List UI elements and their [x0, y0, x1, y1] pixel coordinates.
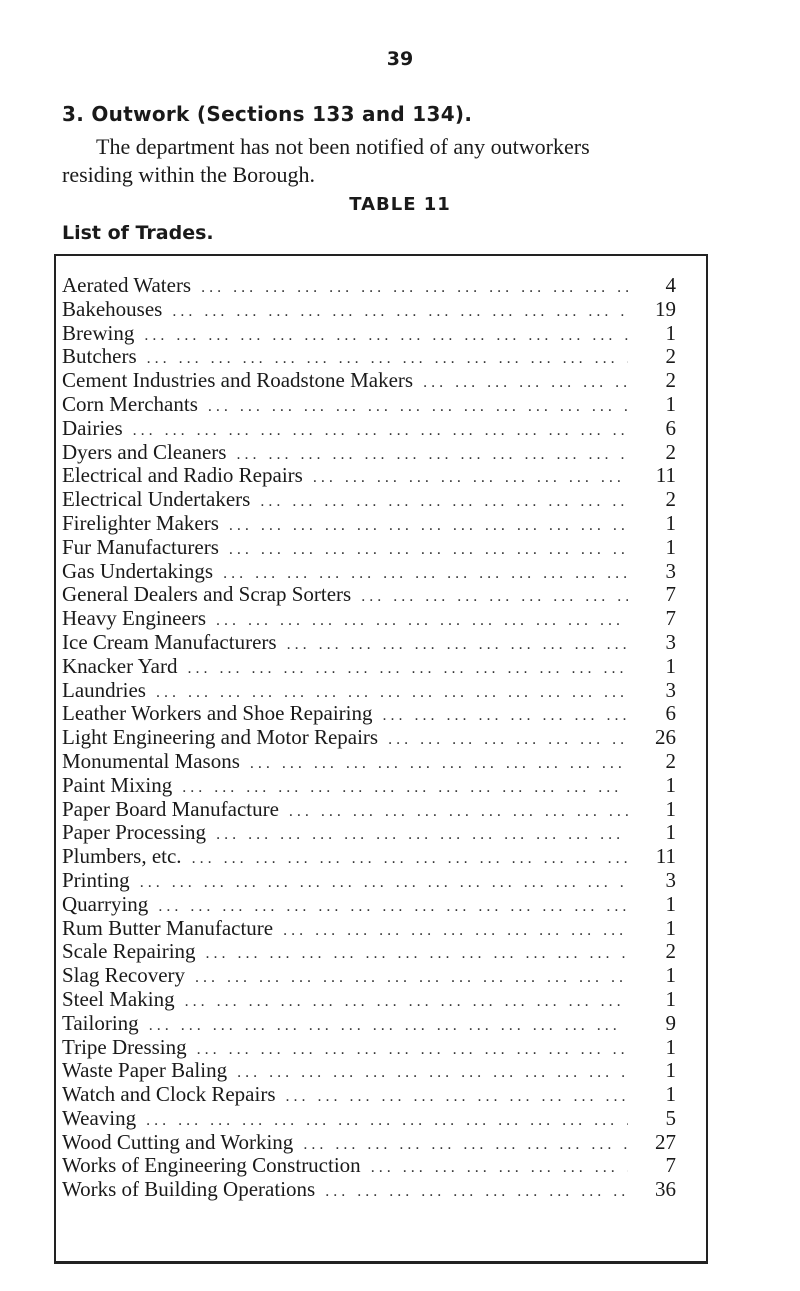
intro-line-1: The department has not been notified of any outworkers	[96, 134, 590, 159]
trade-name: Waste Paper Baling	[62, 1058, 228, 1083]
table-row	[62, 607, 676, 631]
trade-count: 1	[665, 915, 676, 940]
trade-name: Knacker Yard	[62, 653, 178, 678]
dot-leader	[313, 466, 628, 490]
trade-count: 3	[665, 867, 676, 892]
trade-count: 1	[665, 796, 676, 821]
dot-leader	[216, 823, 628, 847]
table-row	[62, 798, 676, 822]
trade-count: 1	[665, 963, 676, 988]
trade-name: Brewing	[62, 320, 135, 345]
dot-leader	[371, 1156, 628, 1180]
table-row	[62, 774, 676, 798]
trade-count: 36	[655, 1177, 676, 1202]
trade-count: 1	[665, 820, 676, 845]
intro-line-2: residing within the Borough.	[62, 162, 315, 187]
dot-leader	[229, 538, 628, 562]
table-row	[62, 583, 676, 607]
trade-count: 1	[665, 1082, 676, 1107]
table-row	[62, 536, 676, 560]
trade-count: 9	[665, 1010, 676, 1035]
section-heading: 3. Outwork (Sections 133 and 134).	[62, 102, 473, 126]
trade-count: 1	[665, 510, 676, 535]
trade-count: 1	[665, 1058, 676, 1083]
table-row	[62, 821, 676, 845]
trade-count: 2	[665, 439, 676, 464]
dot-leader	[286, 1085, 629, 1109]
trade-name: Plumbers, etc.	[62, 844, 182, 869]
trade-name: General Dealers and Scrap Sorters	[62, 582, 352, 607]
trade-name: Aerated Waters	[62, 273, 192, 297]
trade-name: Laundries	[62, 677, 146, 702]
dot-leader	[185, 990, 628, 1014]
trade-count: 2	[665, 344, 676, 369]
trade-name: Watch and Clock Repairs	[62, 1082, 276, 1107]
dot-leader	[216, 609, 628, 633]
trade-name: Printing	[62, 867, 130, 892]
table-row	[62, 441, 676, 465]
trade-count: 26	[655, 725, 676, 750]
table-row	[62, 512, 676, 536]
dot-leader	[283, 919, 628, 943]
dot-leader	[237, 1061, 628, 1085]
trade-name: Bakehouses	[62, 296, 163, 321]
table-row	[62, 417, 676, 441]
dot-leader	[195, 966, 628, 990]
dot-leader	[172, 300, 628, 324]
intro-paragraph	[62, 133, 742, 189]
trade-name: Electrical Undertakers	[62, 487, 251, 512]
trade-count: 2	[665, 487, 676, 512]
table-row	[62, 322, 676, 346]
trade-name: Cement Industries and Roadstone Makers	[62, 368, 414, 393]
trade-count: 2	[665, 939, 676, 964]
dot-leader	[287, 633, 628, 657]
dot-leader	[201, 276, 628, 300]
dot-leader	[206, 942, 628, 966]
trade-count: 27	[655, 1129, 676, 1154]
table-row	[62, 560, 676, 584]
dot-leader	[250, 752, 628, 776]
trade-name: Works of Building Operations	[62, 1177, 316, 1202]
trade-name: Weaving	[62, 1105, 137, 1130]
trade-count: 1	[665, 391, 676, 416]
table-row	[62, 1178, 676, 1202]
trade-name: Slag Recovery	[62, 963, 186, 988]
dot-leader	[158, 895, 628, 919]
trade-name: Scale Repairing	[62, 939, 196, 964]
table-row	[62, 655, 676, 679]
dot-leader	[182, 776, 628, 800]
trade-count: 2	[665, 748, 676, 773]
trade-count: 6	[665, 701, 676, 726]
trade-name: Heavy Engineers	[62, 606, 207, 631]
dot-leader	[133, 419, 628, 443]
table-row	[62, 1036, 676, 1060]
table-row	[62, 1131, 676, 1155]
trade-count: 1	[665, 534, 676, 559]
dot-leader	[149, 1014, 628, 1038]
page-number: 39	[386, 48, 414, 70]
trade-name: Tailoring	[62, 1010, 139, 1035]
table-row	[62, 726, 676, 750]
trade-name: Firelighter Makers	[62, 510, 219, 535]
trade-count: 1	[665, 986, 676, 1011]
table-row	[62, 1154, 676, 1178]
table-row	[62, 893, 676, 917]
trade-name: Wood Cutting and Working	[62, 1129, 294, 1154]
trade-name: Dairies	[62, 415, 123, 440]
trade-name: Dyers and Cleaners	[62, 439, 227, 464]
trade-name: Steel Making	[62, 986, 175, 1011]
dot-leader	[289, 800, 628, 824]
table-row	[62, 869, 676, 893]
trade-count: 3	[665, 558, 676, 583]
table-row	[62, 1107, 676, 1131]
table-subtitle: List of Trades.	[62, 222, 214, 244]
trade-name: Gas Undertakings	[62, 558, 214, 583]
trade-name: Tripe Dressing	[62, 1034, 187, 1059]
dot-leader	[144, 324, 628, 348]
trade-count: 2	[665, 368, 676, 393]
table-row	[62, 1083, 676, 1107]
table-row	[62, 274, 676, 298]
table-title: TABLE 11	[349, 194, 451, 215]
trade-count: 3	[665, 629, 676, 654]
dot-leader	[383, 704, 629, 728]
table-row	[62, 393, 676, 417]
dot-leader	[229, 514, 628, 538]
trade-name: Ice Cream Manufacturers	[62, 629, 277, 654]
trade-name: Paper Processing	[62, 820, 207, 845]
trade-name: Paint Mixing	[62, 772, 173, 797]
table-row	[62, 1012, 676, 1036]
table-row	[62, 964, 676, 988]
trade-count: 7	[665, 606, 676, 631]
table-row	[62, 631, 676, 655]
dot-leader	[423, 371, 628, 395]
trade-count: 6	[665, 415, 676, 440]
trade-count: 5	[665, 1105, 676, 1130]
table-row	[62, 1059, 676, 1083]
dot-leader	[192, 847, 628, 871]
trade-name: Rum Butter Manufacture	[62, 915, 274, 940]
trade-count: 1	[665, 891, 676, 916]
dot-leader	[388, 728, 628, 752]
trade-name: Leather Workers and Shoe Repairing	[62, 701, 373, 726]
trade-count: 19	[655, 296, 676, 321]
trade-name: Fur Manufacturers	[62, 534, 219, 559]
trade-name: Butchers	[62, 344, 137, 369]
table-row	[62, 988, 676, 1012]
table-row	[62, 917, 676, 941]
trade-name: Light Engineering and Motor Repairs	[62, 725, 379, 750]
table-row	[62, 298, 676, 322]
dot-leader	[361, 585, 628, 609]
trade-count: 1	[665, 1034, 676, 1059]
dot-leader	[260, 490, 628, 514]
table-row	[62, 845, 676, 869]
table-row	[62, 702, 676, 726]
trade-count: 1	[665, 772, 676, 797]
trade-count: 3	[665, 677, 676, 702]
trade-name: Paper Board Manufacture	[62, 796, 279, 821]
trade-count: 7	[665, 582, 676, 607]
dot-leader	[325, 1180, 628, 1204]
table-row	[62, 940, 676, 964]
trade-count: 4	[665, 273, 676, 297]
dot-leader	[208, 395, 628, 419]
table-row	[62, 488, 676, 512]
trade-name: Monumental Masons	[62, 748, 240, 773]
table-row	[62, 679, 676, 703]
table-row	[62, 369, 676, 393]
trade-count: 1	[665, 653, 676, 678]
trade-list	[62, 274, 676, 1202]
table-row	[62, 750, 676, 774]
trade-name: Works of Engineering Construction	[62, 1153, 361, 1178]
table-row	[62, 345, 676, 369]
trade-name: Quarrying	[62, 891, 149, 916]
trade-count: 1	[665, 320, 676, 345]
trade-name: Corn Merchants	[62, 391, 198, 416]
dot-leader	[197, 1038, 628, 1062]
table-row	[62, 464, 676, 488]
trade-count: 7	[665, 1153, 676, 1178]
dot-leader	[187, 657, 628, 681]
trade-name: Electrical and Radio Repairs	[62, 463, 303, 488]
dot-leader	[140, 871, 628, 895]
trade-count: 11	[655, 463, 676, 488]
trade-count: 11	[655, 844, 676, 869]
